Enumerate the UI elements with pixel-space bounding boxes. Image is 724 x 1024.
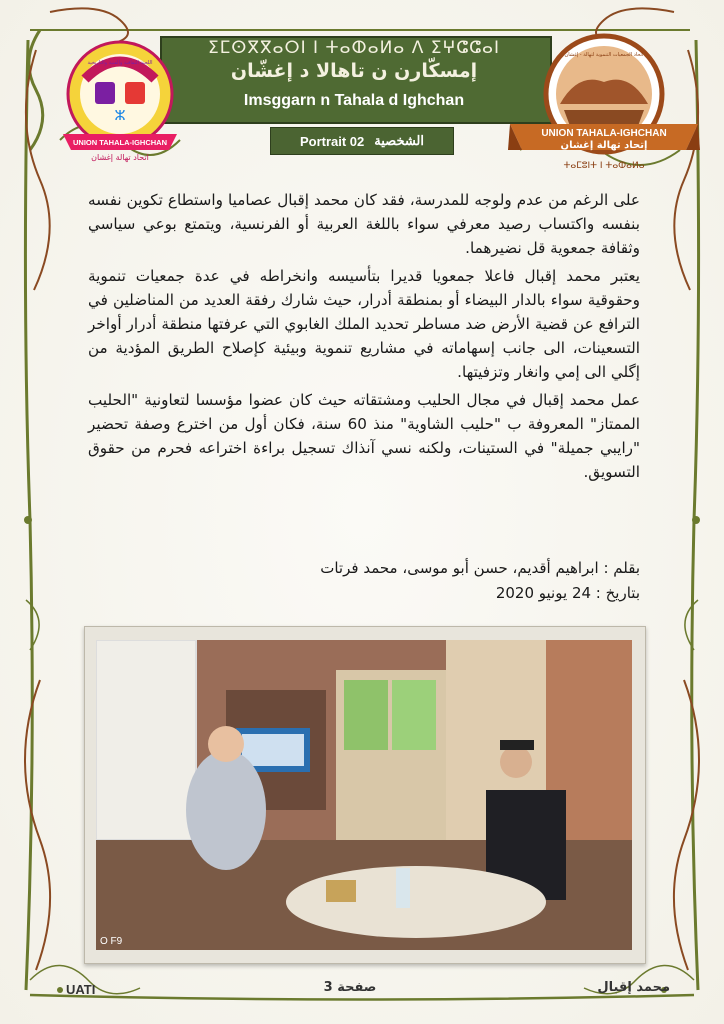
- cultural-committee-logo: [55, 34, 185, 174]
- left-logo-top-text: اللجنة الثقافية والفنية والتاريخية: [87, 60, 153, 66]
- footer-subject-name: محمد إقبال: [597, 980, 670, 995]
- left-logo-banner-ar: اتحاد تهالة إغشان: [91, 153, 149, 162]
- footer-org: UATI: [66, 982, 96, 997]
- subtitle-latin: Portrait 02: [299, 133, 365, 149]
- header-arabic-title: إمسكّارن ن تاهالا د إغشّان: [230, 60, 478, 82]
- subtitle-arabic: الشخصية: [374, 133, 425, 148]
- header-latin-title: Imsggarn n Tahala d Ighchan: [243, 92, 465, 109]
- interview-photo: [96, 640, 632, 950]
- left-logo-banner: UNION TAHALA-IGHCHAN: [72, 138, 168, 147]
- right-logo-banner-ar: إتحاد تهالة إغشان: [560, 140, 648, 151]
- header-tifinagh: ⵉⵎⵙⴳⴳⴰⵔⵏ ⵏ ⵜⴰⵀⴰⵍⴰ ⴷ ⵉⵖⵛⵛⴰⵏ: [207, 38, 501, 58]
- article-body: [88, 188, 640, 488]
- byline-date: بتاريخ : 24 يونيو 2020: [495, 584, 640, 602]
- right-logo-top-text: اتحاد الجمعيات التنموية لتهالة - إغشان: [564, 52, 644, 58]
- svg-text:ⵣ: ⵣ: [114, 108, 126, 124]
- paragraph-2: يعتبر محمد إقبال فاعلا جمعويا قديرا بتأسيسه وانخراطه في عدة جمعيات تنموية وحقوقية سواء بالدار البيضاء أو بمنطقة أدرار، حيث شارك رفقة العديد من المناضلين في الترافع عن قضية الأرض ضد مساطر تحديد الملك الغابوي التي عرفتها منطقة أدرار أواخر التسعينات، الى جانب إسهاماته في مشاريع تنموية وبيئية كإصلاح الطريق المؤدية من إگلي الى إمي وانغار وتزفيتها.: [88, 267, 640, 381]
- footer-page-number: صفحة 3: [323, 980, 377, 995]
- section-subtitle: [270, 127, 454, 155]
- right-logo-tifinagh: ⵜⴰⵎⵓⵏⵜ ⵏ ⵜⴰⵀⴰⵍⴰ: [563, 161, 645, 171]
- byline: [88, 556, 640, 606]
- union-tahala-logo: [508, 32, 700, 182]
- paragraph-3: عمل محمد إقبال في مجال الحليب ومشتقاته حيث كان عضوا مؤسسا لتعاونية "الحليب الممتاز" المعروفة ب "حليب الشاوية" منذ 60 سنة، فكان أول من اخترع وصفة تحضير "رايبي جميلة" في الستينات، ولكنه نسي آنذاك تسجيل براءة اختراعه فحرم من حقوق التسويق.: [88, 391, 640, 481]
- right-logo-banner: UNION TAHALA-IGHCHAN: [541, 128, 667, 139]
- photo-watermark: O F9: [100, 936, 123, 947]
- byline-authors: بقلم : ابراهيم أقديم، حسن أبو موسى، محمد فرتات: [320, 559, 640, 577]
- paragraph-1: على الرغم من عدم ولوجه للمدرسة، فقد كان محمد إقبال عصاميا واستطاع تكوين نفسه بنفسه واكتساب رصيد معرفي سواء باللغة العربية أو الفرنسية، ويتمتع بوعي سياسي وثقافة جمعوية قل نضيرهما.: [88, 191, 640, 257]
